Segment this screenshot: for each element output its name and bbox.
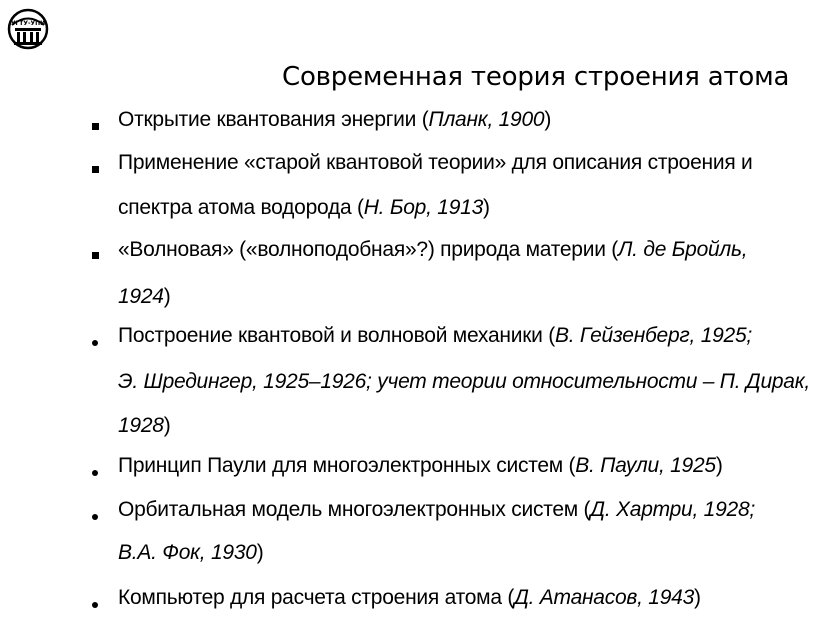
item-text-end: ) (544, 108, 552, 131)
list-item-line (118, 324, 752, 348)
bullet-marker (92, 502, 98, 520)
item-text: Построение квантовой и волновой механики ( (118, 324, 555, 347)
bullet-marker (92, 458, 98, 476)
item-text: Орбитальная модель многоэлектронных систем ( (118, 498, 591, 521)
list-item-line (118, 151, 753, 175)
item-text: Открытие квантования энергии ( (118, 108, 429, 131)
item-text-end: ) (163, 414, 171, 437)
list-item-line (118, 586, 701, 610)
item-text-end: ) (256, 541, 264, 564)
item-citation: 1928 (118, 414, 164, 437)
item-text: спектра атома водорода ( (118, 196, 364, 219)
item-text-end: ) (163, 285, 171, 308)
item-text-end: ) (715, 454, 723, 477)
list-item-line (118, 285, 170, 309)
list-item-line (118, 498, 755, 522)
item-text: Применение «старой квантовой теории» для описания строения и (118, 151, 753, 174)
item-text: Компьютер для расчета строения атома ( (118, 586, 515, 609)
item-citation: Л. де Бройль, (618, 238, 748, 261)
item-citation: 1924 (118, 285, 164, 308)
list-item-line (118, 414, 170, 438)
list-item-line (118, 541, 263, 565)
bullet-marker (92, 113, 99, 130)
item-citation: Планк, 1900 (428, 108, 545, 131)
bullet-marker (92, 590, 98, 608)
list-item-line (118, 238, 747, 262)
item-text: Принцип Паули для многоэлектронных систем ( (118, 454, 576, 477)
item-citation: В. Паули, 1925 (575, 454, 716, 477)
list-item-line (118, 108, 551, 132)
list-item-line (118, 454, 723, 478)
bullet-marker (92, 328, 98, 346)
item-citation: Д. Хартри, 1928; (590, 498, 755, 521)
university-emblem-icon (4, 8, 52, 50)
item-citation: Д. Атанасов, 1943 (514, 586, 695, 609)
slide-title: Современная теория строения атома (282, 62, 790, 92)
item-text-end: ) (694, 586, 701, 609)
item-citation: В.А. Фок, 1930 (118, 541, 257, 564)
item-text-end: ) (483, 196, 490, 219)
list-item-line (118, 370, 810, 394)
item-citation: Э. Шредингер, 1925–1926; учет теории относительности – П. Дирак, (118, 370, 810, 393)
item-citation: Н. Бор, 1913 (363, 196, 483, 219)
logo-lettering: УГТУ-УПИ (10, 20, 46, 27)
list-item-line (118, 196, 490, 220)
bullet-marker (92, 156, 99, 173)
bullet-marker (92, 242, 99, 259)
item-citation: В. Гейзенберг, 1925; (554, 324, 752, 347)
university-logo (4, 8, 52, 50)
item-text: «Волновая» («волноподобная»?) природа материи ( (118, 238, 619, 261)
